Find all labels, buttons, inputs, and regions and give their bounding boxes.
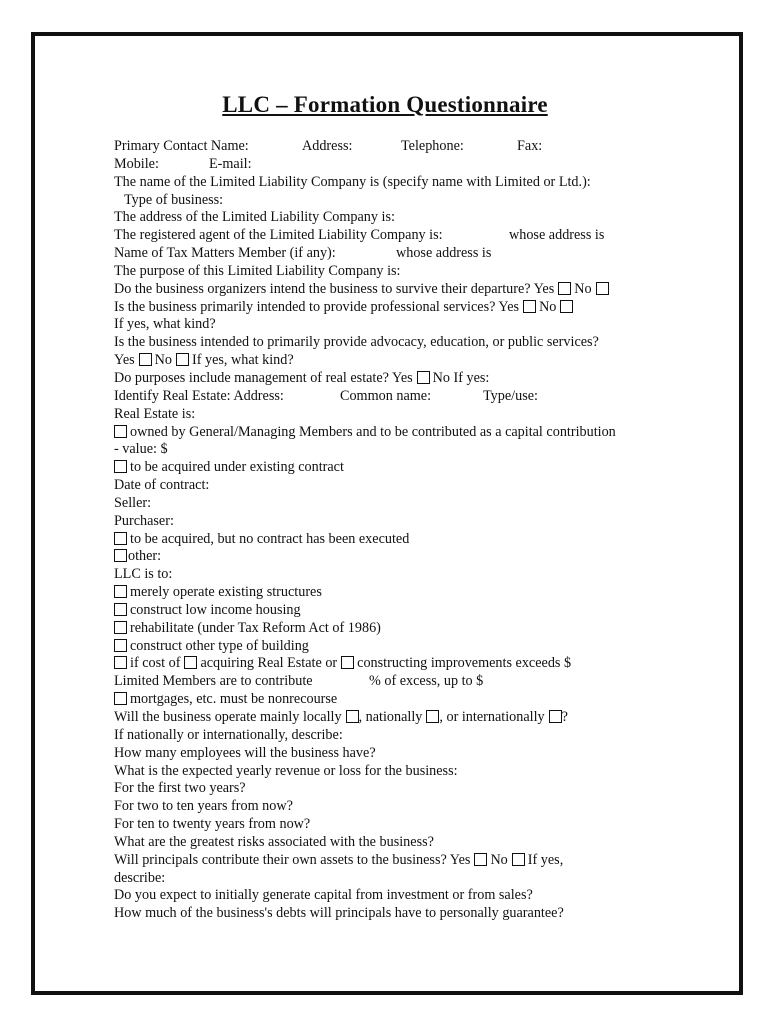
capital-question: Do you expect to initially generate capital from investment or from sales? [114, 887, 533, 904]
tax-member-row [114, 245, 674, 263]
ten-twenty-years-question: For ten to twenty years from now? [114, 816, 311, 833]
identify-real-estate-label: Identify Real Estate: Address: [114, 387, 284, 404]
advocacy-kind-question: If yes, what kind? [192, 352, 294, 369]
tax-member-address-label: whose address is [396, 245, 492, 262]
value-label: - value: $ [114, 441, 168, 458]
purchaser-label: Purchaser: [114, 512, 174, 529]
low-income-checkbox[interactable] [114, 603, 127, 616]
nonrecourse-option [114, 691, 674, 709]
company-name-question: The name of the Limited Liability Company is (specify name with Limited or Ltd.): [114, 173, 591, 190]
professional-no-label: No [539, 298, 557, 315]
contribute-yes-checkbox[interactable] [474, 853, 487, 866]
acquired-contract-checkbox[interactable] [114, 460, 127, 473]
real-estate-question: Do purposes include management of real estate? Yes [114, 369, 413, 386]
telephone-label: Telephone: [401, 138, 464, 154]
other-checkbox[interactable] [114, 549, 127, 562]
if-cost-checkbox[interactable] [114, 656, 127, 669]
llc-is-to-label: LLC is to: [114, 566, 173, 583]
other-building-label: construct other type of building [130, 637, 309, 654]
employees-question: How many employees will the business have? [114, 744, 376, 761]
professional-yes-checkbox[interactable] [523, 300, 536, 313]
type-use-label: Type/use: [483, 387, 538, 404]
revenue-question: What is the expected yearly revenue or loss for the business: [114, 762, 458, 779]
professional-question: Is the business primarily intended to provide professional services? Yes [114, 298, 520, 315]
business-type-question: Type of business: [124, 191, 224, 208]
advocacy-no-label: No [154, 352, 172, 369]
address-label: Address: [302, 138, 353, 154]
professional-question-row [114, 299, 674, 317]
other-option [114, 548, 674, 566]
questionnaire-body [114, 138, 674, 923]
contact-row-1 [114, 138, 674, 156]
tax-member-question: Name of Tax Matters Member (if any): [114, 245, 336, 262]
other-label: other: [128, 548, 162, 565]
other-building-checkbox[interactable] [114, 639, 127, 652]
advocacy-answer-row [114, 352, 674, 370]
cost-option-row [114, 655, 674, 673]
survive-no-label: No [574, 280, 592, 297]
survive-question: Do the business organizers intend the business to survive their departure? Yes [114, 280, 555, 297]
operate-scope-question: Will the business operate mainly locally [114, 709, 342, 725]
company-address-question: The address of the Limited Liability Company is: [114, 209, 395, 226]
owned-by-label: owned by General/Managing Members and to be contributed as a capital contribution [130, 423, 616, 440]
owned-by-option [114, 424, 674, 442]
first-two-years-question: For the first two years? [114, 780, 246, 797]
mobile-label: Mobile: [114, 155, 159, 172]
fax-label: Fax: [517, 138, 543, 154]
internationally-checkbox[interactable] [549, 710, 562, 723]
percent-excess-label: % of excess, up to $ [369, 673, 484, 690]
acquired-contract-option [114, 459, 674, 477]
constructing-label: constructing improvements exceeds $ [357, 655, 572, 672]
contribute-no-checkbox[interactable] [512, 853, 525, 866]
common-name-label: Common name: [340, 387, 432, 404]
advocacy-yes-label: Yes [114, 352, 135, 369]
locally-checkbox[interactable] [346, 710, 359, 723]
registered-agent-address-label: whose address is [509, 227, 605, 244]
nationally-checkbox[interactable] [426, 710, 439, 723]
professional-no-checkbox[interactable] [560, 300, 573, 313]
rehabilitate-option [114, 620, 674, 638]
date-contract-label: Date of contract: [114, 477, 210, 494]
advocacy-yes-checkbox[interactable] [139, 353, 152, 366]
registered-agent-row [114, 227, 674, 245]
operate-existing-option [114, 584, 674, 602]
two-ten-years-question: For two to ten years from now? [114, 798, 293, 815]
real-estate-yes-checkbox[interactable] [417, 371, 430, 384]
survive-yes-checkbox[interactable] [558, 282, 571, 295]
contact-row-2 [114, 156, 674, 174]
other-building-option [114, 638, 674, 656]
acquired-contract-label: to be acquired under existing contract [130, 459, 344, 476]
operate-scope-row [114, 709, 674, 727]
contribute-assets-row [114, 852, 674, 870]
internationally-label: , or internationally [439, 709, 545, 725]
operate-existing-checkbox[interactable] [114, 585, 127, 598]
acquiring-real-estate-checkbox[interactable] [184, 656, 197, 669]
acquired-no-contract-checkbox[interactable] [114, 532, 127, 545]
registered-agent-question: The registered agent of the Limited Liability Company is: [114, 227, 443, 244]
risks-question: What are the greatest risks associated with the business? [114, 833, 434, 850]
contribute-no-label: No [490, 851, 508, 868]
rehabilitate-label: rehabilitate (under Tax Reform Act of 1986) [130, 619, 381, 636]
advocacy-question: Is the business intended to primarily provide advocacy, education, or public services? [114, 334, 599, 351]
contribute-describe-label: describe: [114, 869, 166, 886]
acquired-no-contract-option [114, 531, 674, 549]
rehabilitate-checkbox[interactable] [114, 621, 127, 634]
acquiring-real-estate-label: acquiring Real Estate or [200, 655, 338, 672]
limited-members-row [114, 673, 674, 691]
low-income-option [114, 602, 674, 620]
contribute-assets-question: Will principals contribute their own assets to the business? Yes [114, 851, 471, 868]
identify-real-estate-row [114, 388, 674, 406]
survive-question-row [114, 281, 674, 299]
acquired-no-contract-label: to be acquired, but no contract has been executed [130, 530, 410, 547]
purpose-question: The purpose of this Limited Liability Company is: [114, 262, 401, 279]
email-label: E-mail: [209, 155, 252, 172]
if-cost-label: if cost of [130, 655, 181, 672]
debts-question: How much of the business's debts will principals have to personally guarantee? [114, 905, 564, 922]
nonrecourse-checkbox[interactable] [114, 692, 127, 705]
operate-existing-label: merely operate existing structures [130, 584, 322, 601]
owned-by-checkbox[interactable] [114, 425, 127, 438]
professional-kind-question: If yes, what kind? [114, 316, 216, 333]
nonrecourse-label: mortgages, etc. must be nonrecourse [130, 691, 338, 708]
nationally-label: , nationally [358, 709, 423, 725]
survive-no-checkbox[interactable] [596, 282, 609, 295]
real-estate-is-label: Real Estate is: [114, 405, 196, 422]
nationally-describe-question: If nationally or internationally, describe: [114, 726, 343, 743]
contribute-if-yes-label: If yes, [527, 851, 564, 868]
primary-contact-label: Primary Contact Name: [114, 138, 249, 154]
seller-label: Seller: [114, 494, 152, 511]
limited-members-label: Limited Members are to contribute [114, 673, 313, 690]
low-income-label: construct low income housing [130, 601, 301, 618]
real-estate-question-row [114, 370, 674, 388]
page-title: LLC – Formation Questionnaire [222, 92, 548, 117]
advocacy-no-checkbox[interactable] [176, 353, 189, 366]
scope-question-mark: ? [561, 709, 568, 725]
real-estate-no-label: No If yes: [432, 369, 490, 386]
constructing-checkbox[interactable] [341, 656, 354, 669]
